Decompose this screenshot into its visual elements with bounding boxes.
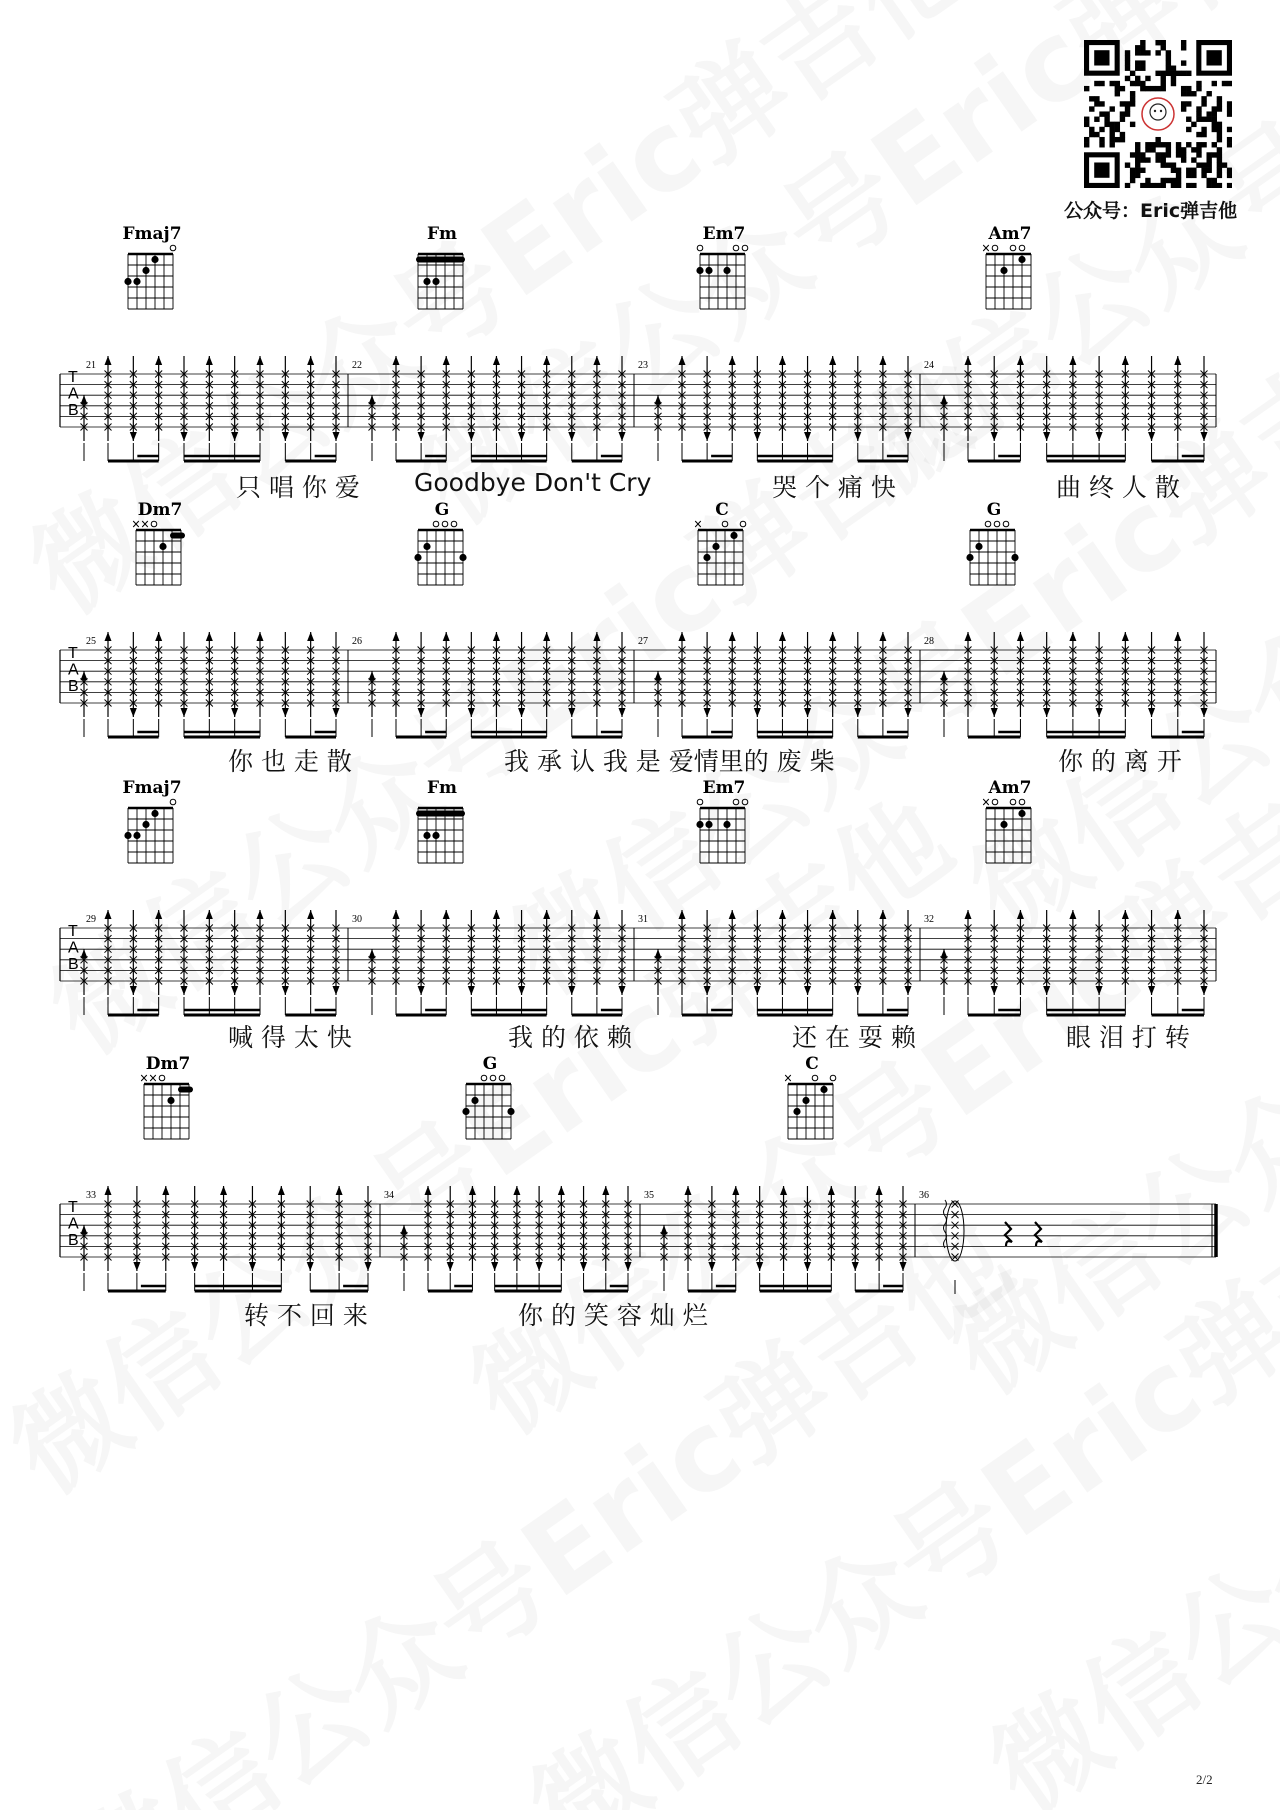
chord-diagram — [686, 498, 758, 598]
chord-diagram — [688, 776, 760, 876]
lyric-line: Goodbye Don't Cry — [414, 468, 652, 497]
measure-number: 28 — [924, 636, 934, 647]
tab-clef-letter: B — [68, 678, 79, 695]
lyric-line: 我 承 认 我 是 爱情里的 废 柴 — [504, 747, 835, 776]
tab-clef-letter: A — [68, 385, 79, 403]
tab-clef-letter: T — [68, 1199, 78, 1216]
chord-name: G — [434, 500, 450, 520]
chord-diagram — [688, 222, 760, 322]
chord-name: C — [715, 500, 729, 520]
tab-clef-letter: T — [68, 645, 78, 662]
chord-grid — [974, 242, 1046, 322]
chord-grid — [974, 796, 1046, 876]
chord-grid — [116, 796, 188, 876]
chord-name: Am7 — [988, 224, 1032, 244]
chord-name: Fm — [426, 224, 458, 244]
lyric-line: 喊 得 太 快 — [228, 1023, 352, 1052]
tab-clef-letter: B — [68, 956, 79, 973]
tab-system-4 — [0, 1052, 1280, 1352]
chord-name: G — [482, 1054, 498, 1074]
chord-grid — [406, 242, 478, 322]
tab-clef-letter: B — [68, 402, 79, 419]
tab-system-2 — [0, 498, 1280, 798]
chord-grid — [776, 1072, 848, 1152]
tab-staff — [0, 1162, 1280, 1362]
chord-grid — [132, 1072, 204, 1152]
lyric-line: 你 也 走 散 — [228, 747, 352, 776]
chord-grid — [688, 242, 760, 322]
chord-name: C — [805, 1054, 819, 1074]
chord-grid — [958, 518, 1030, 598]
measure-number: 33 — [86, 1190, 96, 1201]
chord-name: Am7 — [988, 778, 1032, 798]
chord-diagram — [974, 776, 1046, 876]
tab-clef-letter: A — [68, 939, 79, 957]
measure-number: 24 — [924, 360, 934, 371]
chord-name: Fmaj7 — [122, 224, 182, 244]
lyric-line: 还 在 耍 赖 — [792, 1023, 916, 1052]
measure-number: 27 — [638, 636, 648, 647]
tab-clef-letter: A — [68, 1215, 79, 1233]
lyric-line: 眼 泪 打 转 — [1066, 1023, 1190, 1052]
chord-name: Fmaj7 — [122, 778, 182, 798]
chord-diagram — [406, 498, 478, 598]
chord-diagram — [116, 222, 188, 322]
tab-system-1 — [0, 222, 1280, 522]
chord-diagram — [974, 222, 1046, 322]
chord-name: Dm7 — [137, 500, 183, 520]
qr-code — [1084, 40, 1232, 188]
measure-number: 23 — [638, 360, 648, 371]
measure-number: 36 — [919, 1190, 929, 1201]
chord-name: G — [986, 500, 1002, 520]
chord-name: Dm7 — [145, 1054, 191, 1074]
chord-name: Fm — [426, 778, 458, 798]
tab-clef-letter: A — [68, 661, 79, 679]
chord-grid — [454, 1072, 526, 1152]
tab-clef-letter: T — [68, 369, 78, 386]
qr-caption: 公众号：Eric弹吉他 — [1064, 200, 1238, 222]
measure-number: 26 — [352, 636, 362, 647]
chord-name: Em7 — [702, 224, 746, 244]
chord-grid — [406, 796, 478, 876]
page-number: 2/2 — [1196, 1772, 1213, 1787]
chord-diagram — [132, 1052, 204, 1152]
chord-diagram — [776, 1052, 848, 1152]
tab-clef-letter: B — [68, 1232, 79, 1249]
measure-number: 35 — [644, 1190, 654, 1201]
lyric-line: 转 不 回 来 — [244, 1301, 368, 1330]
chord-diagram — [406, 222, 478, 322]
chord-diagram — [958, 498, 1030, 598]
measure-number: 32 — [924, 914, 934, 925]
chord-diagram — [454, 1052, 526, 1152]
chord-diagram — [406, 776, 478, 876]
lyric-line: 我 的 依 赖 — [508, 1023, 632, 1052]
measure-number: 34 — [384, 1190, 394, 1201]
chord-diagram — [124, 498, 196, 598]
measure-number: 25 — [86, 636, 96, 647]
chord-grid — [688, 796, 760, 876]
lyric-line: 曲 终 人 散 — [1056, 473, 1180, 502]
lyric-line: 你 的 离 开 — [1058, 747, 1182, 776]
measure-number: 30 — [352, 914, 362, 925]
measure-number: 22 — [352, 360, 362, 371]
chord-diagram — [116, 776, 188, 876]
lyric-line: 只 唱 你 爱 — [236, 473, 360, 502]
measure-number: 21 — [86, 360, 96, 371]
measure-number: 29 — [86, 914, 96, 925]
chord-grid — [686, 518, 758, 598]
chord-grid — [124, 518, 196, 598]
lyric-line: 哭 个 痛 快 — [772, 473, 896, 502]
chord-grid — [116, 242, 188, 322]
tab-system-3 — [0, 776, 1280, 1076]
chord-grid — [406, 518, 478, 598]
measure-number: 31 — [638, 914, 648, 925]
lyric-line: 你 的 笑 容 灿 烂 — [518, 1301, 708, 1330]
tab-clef-letter: T — [68, 923, 78, 940]
chord-name: Em7 — [702, 778, 746, 798]
